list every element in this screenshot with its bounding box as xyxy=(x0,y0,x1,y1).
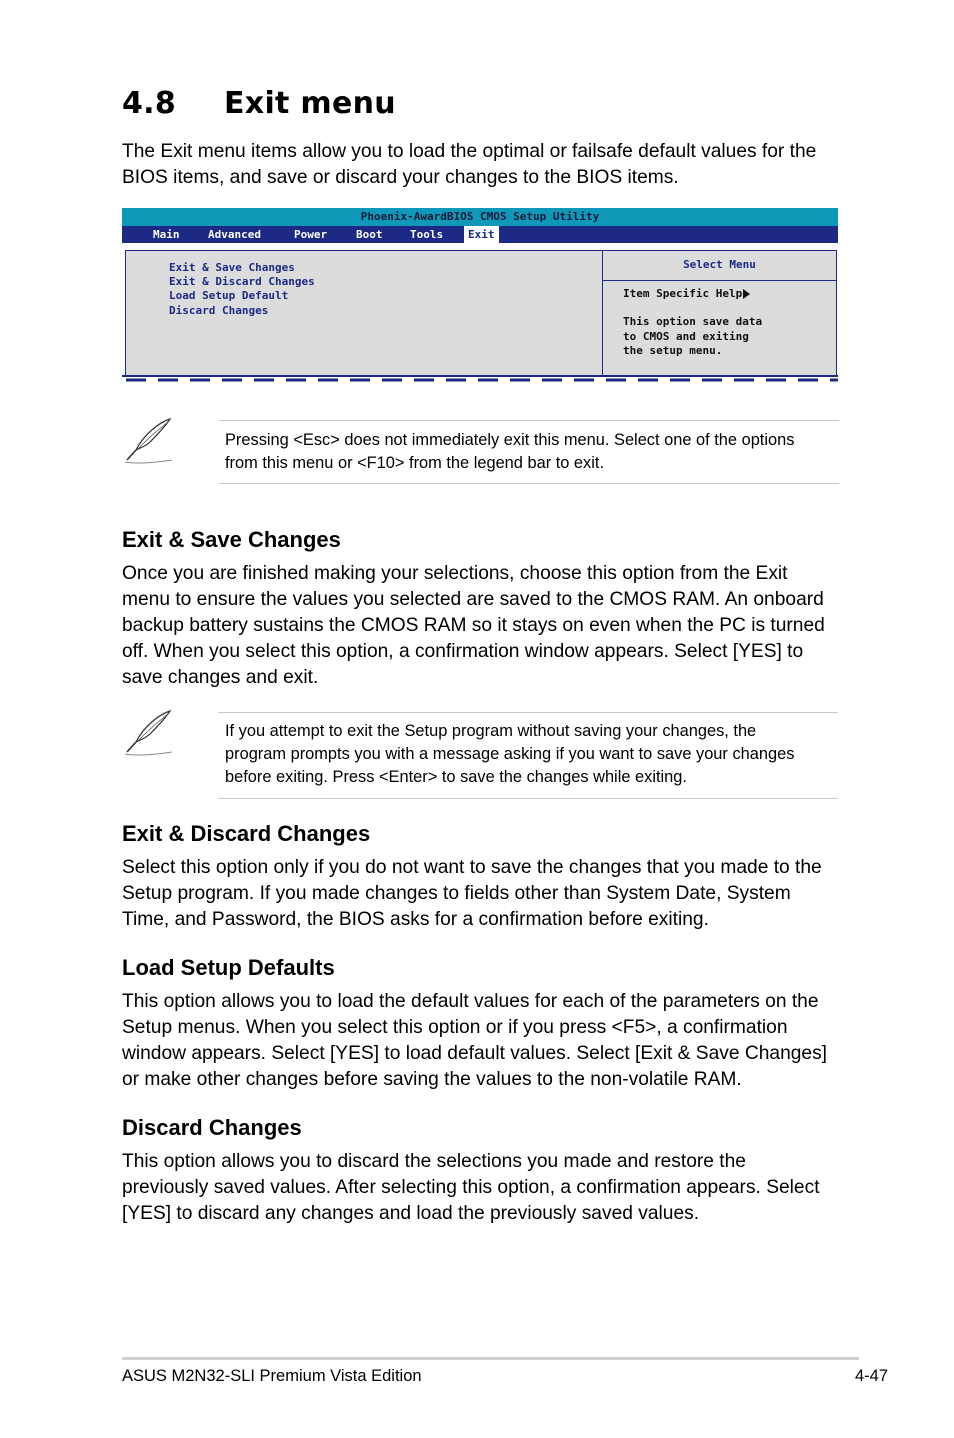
note-line: Pressing <Esc> does not immediately exit this menu. Select one of the options xyxy=(225,431,795,449)
bios-body xyxy=(125,250,837,376)
paragraph-line: save changes and exit. xyxy=(122,667,319,688)
intro-paragraph: The Exit menu items allow you to load the optimal or failsafe default values for the BIOS items, and save or discard your changes to the BIOS items. xyxy=(122,141,817,188)
bios-options-panel xyxy=(126,251,603,375)
note-top-rule xyxy=(219,420,839,421)
note-bottom-rule xyxy=(219,483,839,484)
note-line: If you attempt to exit the Setup program without saving your changes, the xyxy=(225,722,757,740)
paragraph-line: Time, and Password, the BIOS asks for a confirmation before exiting. xyxy=(122,909,709,930)
bios-tab-advanced[interactable]: Advanced xyxy=(208,228,261,241)
paragraph-line: backup battery sustains the CMOS RAM so it stays on even when the PC is turned xyxy=(122,615,825,636)
arrow-right-icon xyxy=(743,289,750,299)
bios-tab-power[interactable]: Power xyxy=(294,228,328,241)
paragraph-line: This option allows you to load the default values for each of the parameters on the xyxy=(122,991,819,1012)
bios-legend-dashes xyxy=(122,375,838,383)
note-line: program prompts you with a message asking if you want to save your changes xyxy=(225,745,795,763)
bios-help-line: This option save data xyxy=(623,315,763,328)
bios-option-exit-discard[interactable]: Exit & Discard Changes xyxy=(169,275,315,288)
pen-icon xyxy=(122,708,176,758)
paragraph-line: Once you are finished making your selections, choose this option from the Exit xyxy=(122,563,788,584)
subsection-title: Load Setup Defaults xyxy=(122,955,335,980)
paragraph-line: window appears. Select [YES] to load default values. Select [Exit & Save Changes] xyxy=(122,1043,828,1064)
footer-page-number: 4-47 xyxy=(854,1367,888,1385)
bios-help-title-row xyxy=(623,287,750,302)
bios-option-load-default[interactable]: Load Setup Default xyxy=(169,289,289,302)
bios-tab-exit[interactable]: Exit xyxy=(464,226,499,243)
bios-tab-boot[interactable]: Boot xyxy=(356,228,383,241)
bios-help-line: the setup menu. xyxy=(623,344,723,357)
subsection-paragraph xyxy=(122,855,842,933)
footer-product-name: ASUS M2N32-SLI Premium Vista Edition xyxy=(122,1367,422,1385)
section-title: Exit menu xyxy=(224,86,396,121)
paragraph-line: This option allows you to discard the selections you made and restore the xyxy=(122,1151,746,1172)
bios-help-header: Select Menu xyxy=(603,251,836,281)
subsection-paragraph xyxy=(122,1149,842,1227)
pen-icon xyxy=(122,416,176,466)
paragraph-line: Select this option only if you do not want to save the changes that you made to the xyxy=(122,857,822,878)
paragraph-line: menu to ensure the values you selected are saved to the CMOS RAM. An onboard xyxy=(122,589,824,610)
subsection-paragraph xyxy=(122,989,842,1093)
bios-utility-title: Phoenix-AwardBIOS CMOS Setup Utility xyxy=(122,208,838,226)
paragraph-line: or make other changes before saving the values to the non-volatile RAM. xyxy=(122,1069,742,1090)
note-line: from this menu or <F10> from the legend bar to exit. xyxy=(225,454,604,472)
note-text xyxy=(225,720,837,789)
bios-screenshot xyxy=(122,208,838,383)
paragraph-line: previously saved values. After selecting this option, a confirmation appears. Select xyxy=(122,1177,820,1198)
note-bottom-rule xyxy=(218,798,838,799)
section-heading xyxy=(122,86,396,121)
note-text xyxy=(225,429,837,475)
bios-option-exit-save[interactable]: Exit & Save Changes xyxy=(169,261,295,274)
note-top-rule xyxy=(218,712,838,713)
subsection-title: Exit & Discard Changes xyxy=(122,821,371,846)
paragraph-line: [YES] to discard any changes and load the previously saved values. xyxy=(122,1203,700,1224)
footer-rule xyxy=(122,1357,859,1360)
paragraph-line: off. When you select this option, a confirmation window appears. Select [YES] to xyxy=(122,641,804,662)
note-line: before exiting. Press <Enter> to save the changes while exiting. xyxy=(225,768,687,786)
bios-menu-bar xyxy=(122,226,838,243)
section-number: 4.8 xyxy=(122,86,177,121)
subsection-title: Exit & Save Changes xyxy=(122,527,341,552)
bios-help-line: to CMOS and exiting xyxy=(623,330,749,343)
subsection-paragraph xyxy=(122,561,842,691)
bios-tab-main[interactable]: Main xyxy=(153,228,180,241)
paragraph-line: Setup program. If you made changes to fields other than System Date, System xyxy=(122,883,791,904)
subsection-title: Discard Changes xyxy=(122,1115,302,1140)
bios-tab-tools[interactable]: Tools xyxy=(410,228,444,241)
bios-option-discard[interactable]: Discard Changes xyxy=(169,304,269,317)
bios-help-title: Item Specific Help xyxy=(623,287,743,300)
paragraph-line: Setup menus. When you select this option or if you press <F5>, a confirmation xyxy=(122,1017,788,1038)
